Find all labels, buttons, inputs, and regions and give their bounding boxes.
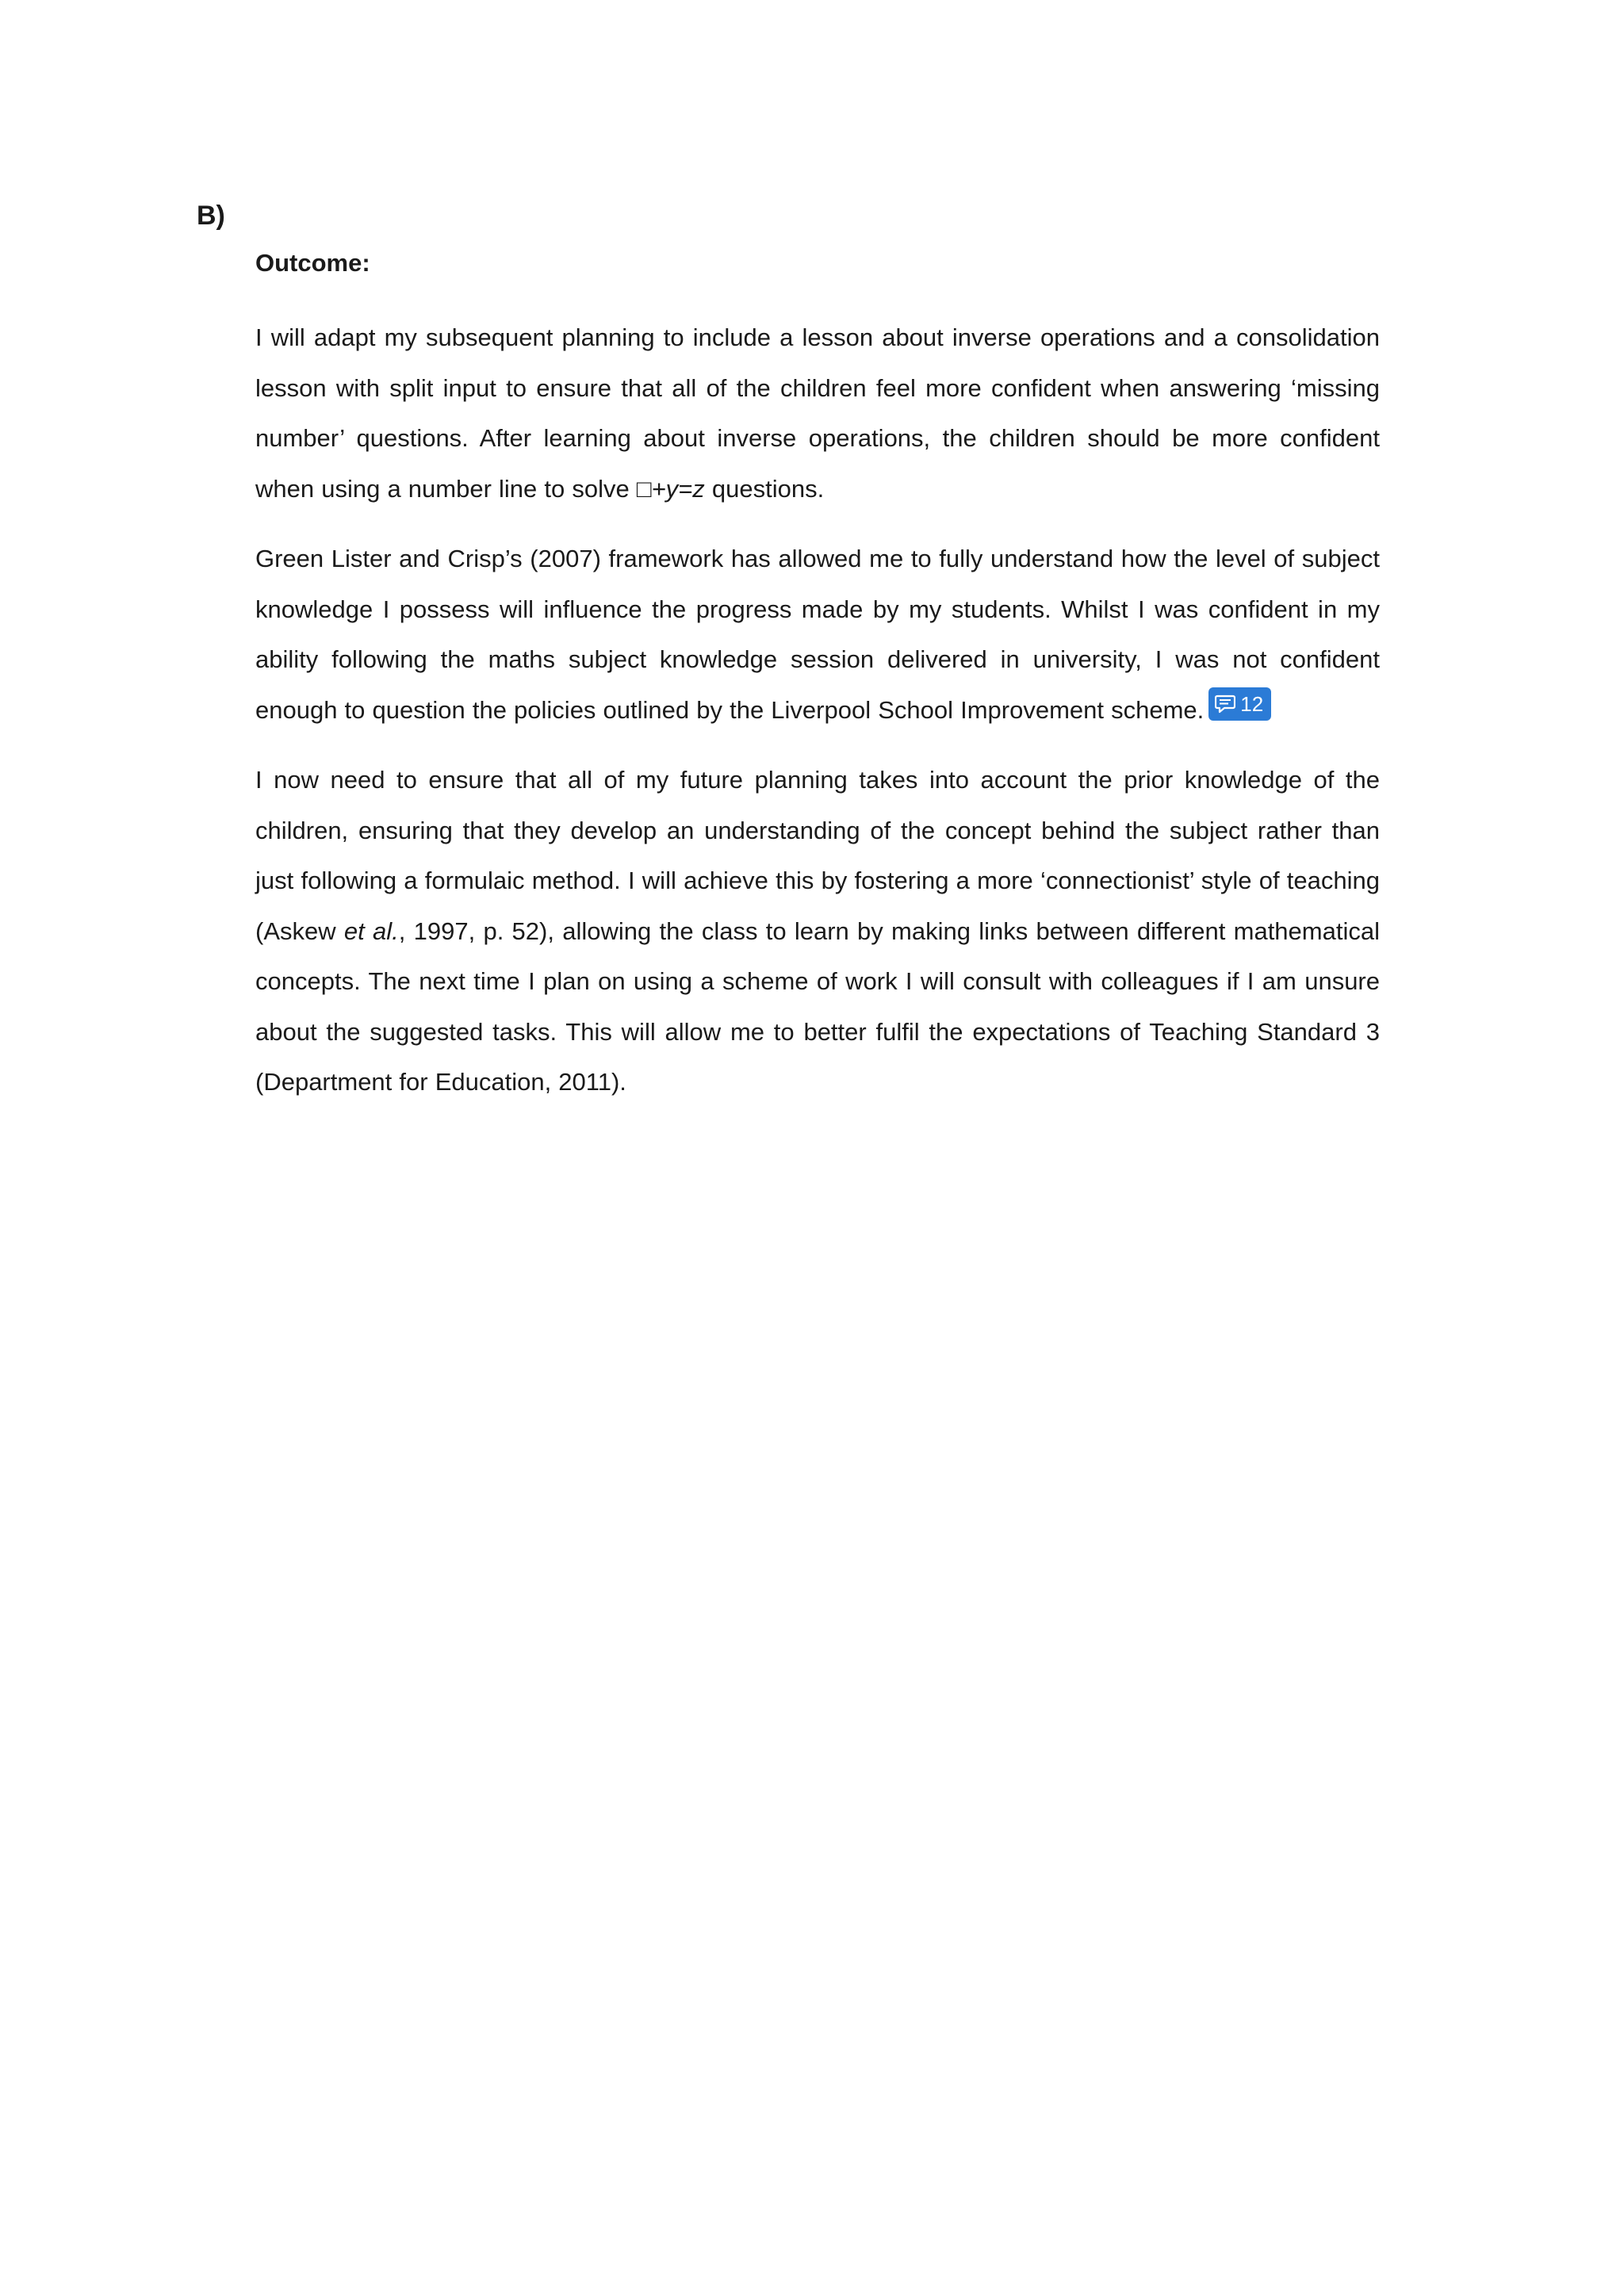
citation-et-al: et al. <box>343 916 399 945</box>
comment-badge[interactable] <box>1208 687 1271 721</box>
paragraph-3-text-end: , 1997, p. 52), allowing the class to learn by making links between different mathematical concepts. The next time I plan on using a scheme of work I will consult with colleagues if I am unsure about the suggested tasks. This will allow me to better fulfil the expectations of Teaching Standard 3 (Department for Education, 2011). <box>255 916 1380 1096</box>
paragraph-3-text: I now need to ensure that all of my future planning takes into account the prior knowledge of the children, ensuring that they develop an understanding of the concept behind the subject rather than just following a formulaic method. I will achieve this by fostering a more ‘connectionist’ style of teaching (Askew <box>255 766 1380 945</box>
paragraph-1-text-end: questions. <box>704 474 825 503</box>
section-label: B) <box>197 201 225 231</box>
paragraph-2 <box>255 534 1380 735</box>
paragraph-3 <box>255 755 1380 1108</box>
paragraph-1 <box>255 312 1380 514</box>
comment-icon <box>1215 695 1235 714</box>
missing-number-box-symbol: □ <box>636 474 652 503</box>
outcome-heading: Outcome: <box>255 249 370 277</box>
document-body <box>255 246 1380 1127</box>
paragraph-1-text: I will adapt my subsequent planning to include a lesson about inverse operations and a consolidation lesson with split input to ensure that all of the children feel more confident when answering ‘missing number’ questions. After learning about inverse operations, the children should be more confident when using a number line to solve <box>255 323 1380 503</box>
equation-expression: +y=z <box>651 474 705 503</box>
paragraph-2-text: Green Lister and Crisp’s (2007) framework has allowed me to fully understand how the level of subject knowledge I possess will influence the progress made by my students. Whilst I was confident in my ability following the maths subject knowledge session delivered in university, I was not confident enough to question the policies outlined by the Liverpool School Improvement scheme. <box>255 545 1380 724</box>
comment-count: 12 <box>1240 691 1264 716</box>
